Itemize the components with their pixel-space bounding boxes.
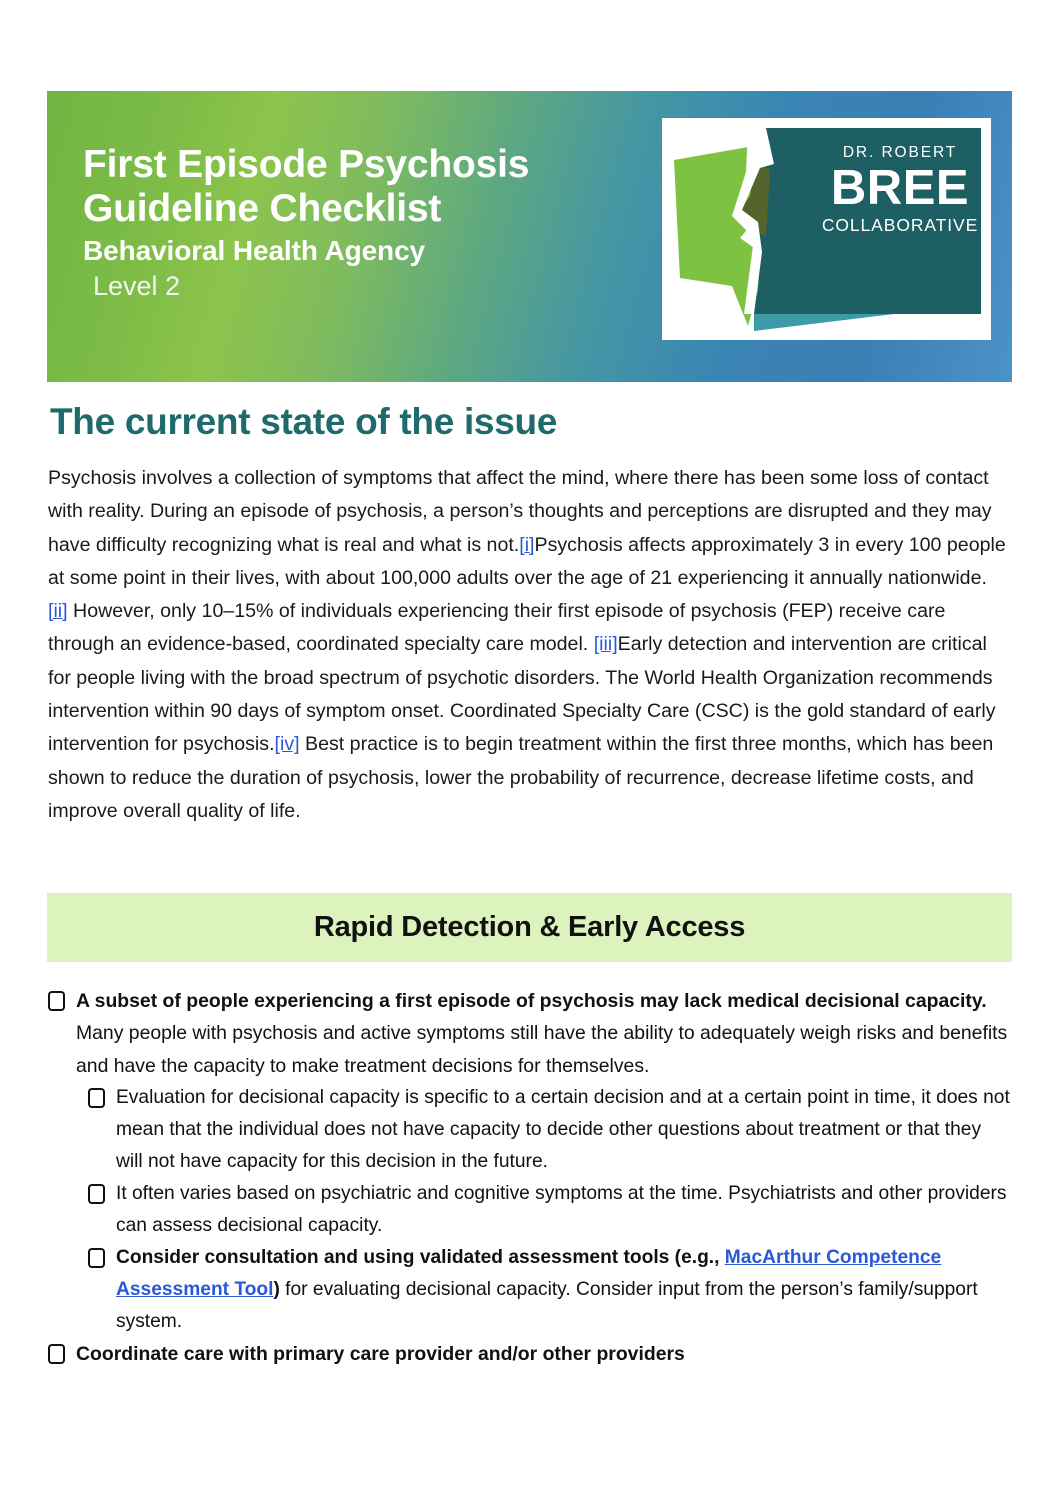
reference-link-iv[interactable]: [iv] xyxy=(274,733,300,756)
page-title-line1: First Episode Psychosis xyxy=(83,143,530,186)
checklist-subitem-text: Evaluation for decisional capacity is specific to a certain decision and at a certain point in time, it does not mean that the individual does not have capacity to decide other questions about treatment or that they will not have capacity for this decision in the future. xyxy=(116,1087,1010,1173)
intro-text-3: However, only 10–15% of individuals experiencing their first episode of psychosis (FEP) receive care through an evidence-based, coordinated specialty care model. xyxy=(48,600,946,656)
intro-text-1: Psychosis involves a collection of symptoms that affect the mind, where there has been some loss of contact with reality. During an episode of psychosis, a person’s thoughts and perceptions are disrupted and they may have difficulty recognizing what is real and what is not. xyxy=(48,467,992,556)
checklist-item-text xyxy=(76,985,1013,1082)
checklist-subitem-consider-consultation[interactable] xyxy=(88,1242,1013,1338)
checklist-subitem-text xyxy=(116,1242,1013,1338)
logo-line-bree: BREE xyxy=(830,161,970,216)
checklist-item-decisional-capacity[interactable] xyxy=(48,985,1013,1082)
section-banner-label: Rapid Detection & Early Access xyxy=(313,911,746,943)
macarthur-competence-assessment-tool-link[interactable]: MacArthur Competence Assessment Tool xyxy=(116,1247,942,1301)
checklist-item-body: Many people with psychosis and active symptoms still have the ability to adequately weigh risks and benefits and have the capacity to make treatment decisions for themselves. xyxy=(76,1022,1008,1077)
header-title-block xyxy=(83,143,683,302)
intro-text-2: Psychosis affects approximately 3 in every 100 people at some point in their lives, with about 100,000 adults over the age of 21 experiencing it annually nationwide. xyxy=(48,533,1006,589)
checklist-subitem-body: for evaluating decisional capacity. Consider input from the person’s family/support system. xyxy=(116,1279,978,1333)
checklist-item-bold-lead: A subset of people experiencing a first episode of psychosis may lack medical decisional capacity. xyxy=(76,990,987,1012)
checklist-item-coordinate-care[interactable] xyxy=(48,1338,1013,1370)
checklist-subitem-bold-lead: Consider consultation and using validated assessment tools (e.g., xyxy=(116,1247,725,1269)
checklist-subitem-varies-by-symptoms[interactable] xyxy=(88,1178,1013,1242)
logo-text-block xyxy=(814,144,986,235)
checklist-item-bold-lead: Coordinate care with primary care provider and/or other providers xyxy=(76,1343,685,1366)
logo-line-dr-robert: DR. ROBERT xyxy=(842,144,958,161)
document-header-banner xyxy=(47,91,1012,382)
reference-link-iii[interactable]: [iii] xyxy=(593,633,618,656)
intro-paragraph xyxy=(48,462,1008,828)
page-subtitle: Behavioral Health Agency xyxy=(83,235,426,267)
checkbox-icon[interactable] xyxy=(88,1088,105,1108)
checklist-subitem-evaluation-specific[interactable] xyxy=(88,1082,1013,1178)
checkbox-icon[interactable] xyxy=(48,991,65,1011)
section-banner-rapid-detection xyxy=(47,893,1012,962)
checkbox-icon[interactable] xyxy=(48,1344,65,1364)
intro-text-4: Early detection and intervention are critical for people living with the broad spectrum of psychotic disorders. The World Health Organization recommends intervention within 90 days of symptom onset. Coordinated Specialty Care (CSC) is the gold standard of early intervention for psychosis. xyxy=(48,633,996,756)
section-heading-current-state: The current state of the issue xyxy=(50,401,558,442)
checkbox-icon[interactable] xyxy=(88,1184,105,1204)
checklist-item-text xyxy=(76,1338,1013,1370)
page-title-line2: Guideline Checklist xyxy=(83,186,442,230)
logo-line-collaborative: COLLABORATIVE xyxy=(821,215,979,236)
bree-collaborative-logo xyxy=(662,118,991,340)
reference-link-ii[interactable]: [ii] xyxy=(48,600,68,623)
page-level: Level 2 xyxy=(93,270,181,301)
intro-text-5: Best practice is to begin treatment within the first three months, which has been shown to reduce the duration of psychosis, lower the probability of recurrence, decrease lifetime costs, and improve overall quality of life. xyxy=(48,733,994,822)
checkbox-icon[interactable] xyxy=(88,1248,105,1268)
page-title xyxy=(83,143,683,230)
checklist-subitem-bold-close: ) xyxy=(273,1279,280,1301)
checklist xyxy=(48,985,1013,1371)
checklist-subitem-text: It often varies based on psychiatric and cognitive symptoms at the time. Psychiatrists and other providers can assess decisional capacity. xyxy=(116,1183,1007,1237)
reference-link-i[interactable]: [i] xyxy=(519,533,535,556)
